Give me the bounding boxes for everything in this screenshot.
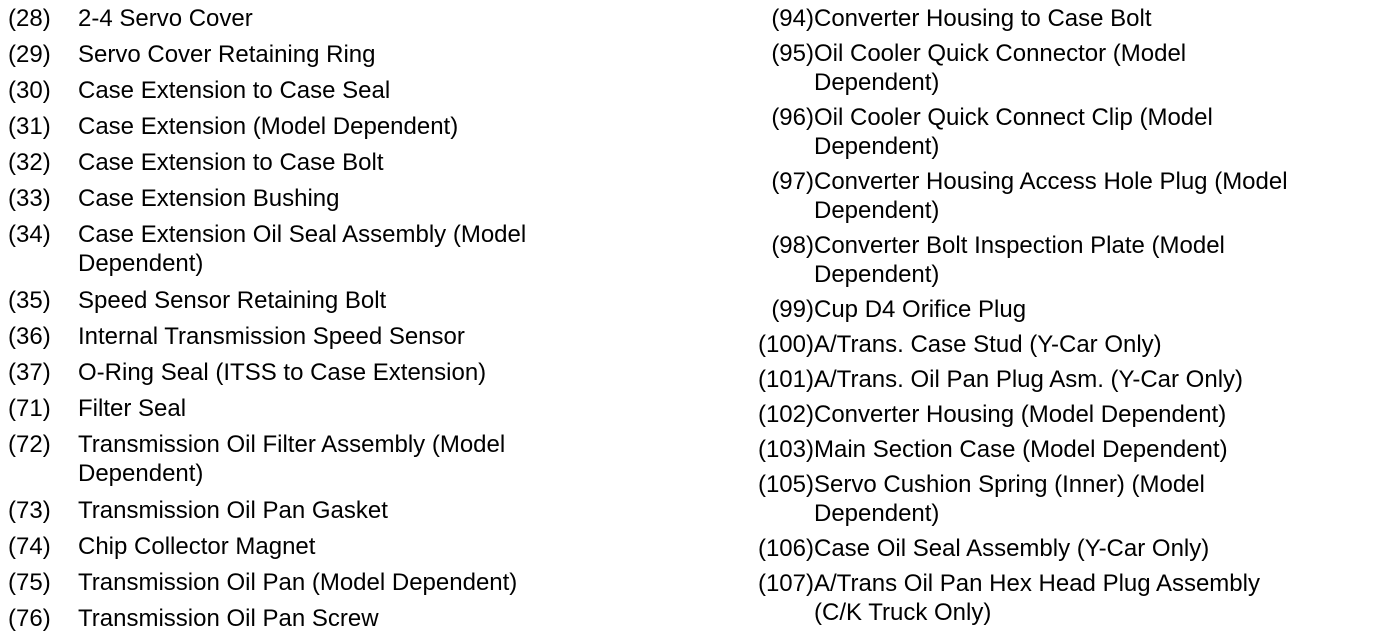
- item-description: Transmission Oil Filter Assembly (Model Dependent): [78, 431, 506, 487]
- legend-item: [730, 167, 1370, 231]
- legend-item: [730, 534, 1370, 569]
- legend-item: [8, 394, 648, 430]
- item-description: Case Extension Oil Seal Assembly (Model Dependent): [78, 221, 527, 277]
- legend-item: [8, 4, 648, 40]
- legend-item: [8, 286, 648, 322]
- legend-item: [730, 435, 1370, 470]
- legend-item: [8, 40, 648, 76]
- item-description: O-Ring Seal (ITSS to Case Extension): [78, 359, 487, 386]
- item-number: (72): [8, 431, 51, 458]
- item-description: Case Oil Seal Assembly (Y-Car Only): [814, 535, 1210, 562]
- legend-item: [730, 4, 1370, 39]
- item-description: Filter Seal: [78, 395, 187, 422]
- item-number: (28): [8, 5, 51, 32]
- item-description: Case Extension (Model Dependent): [78, 113, 459, 140]
- item-description: Transmission Oil Pan (Model Dependent): [78, 569, 518, 596]
- item-description: Transmission Oil Pan Gasket: [78, 497, 388, 524]
- item-description: A/Trans Oil Pan Hex Head Plug Assembly (C/K Truck Only): [814, 570, 1260, 626]
- legend-item: [8, 76, 648, 112]
- legend-item: [8, 604, 648, 640]
- legend-item: [8, 358, 648, 394]
- legend-item: [730, 400, 1370, 435]
- item-number: (97): [771, 168, 814, 195]
- legend-item: [8, 568, 648, 604]
- item-number: (105): [757, 471, 814, 498]
- item-number: (32): [8, 149, 51, 176]
- legend-item: [730, 231, 1370, 295]
- legend-item: [8, 112, 648, 148]
- item-number: (98): [771, 232, 814, 259]
- item-number: (102): [757, 401, 814, 428]
- item-number: (103): [757, 436, 814, 463]
- item-number: (71): [8, 395, 51, 422]
- item-description: Internal Transmission Speed Sensor: [78, 323, 465, 350]
- legend-item: [8, 496, 648, 532]
- item-number: (95): [771, 40, 814, 67]
- item-description: Converter Housing (Model Dependent): [814, 401, 1227, 428]
- item-description: A/Trans. Case Stud (Y-Car Only): [814, 331, 1162, 358]
- legend-item: [8, 220, 648, 286]
- item-number: (73): [8, 497, 51, 524]
- item-number: (76): [8, 605, 51, 632]
- legend-item: [730, 569, 1370, 633]
- item-description: Oil Cooler Quick Connector (Model Dependent): [814, 40, 1187, 96]
- item-number: (36): [8, 323, 51, 350]
- legend-item: [730, 39, 1370, 103]
- item-description: Speed Sensor Retaining Bolt: [78, 287, 387, 314]
- item-description: Converter Housing Access Hole Plug (Model Dependent): [814, 168, 1288, 224]
- legend-item: [8, 430, 648, 496]
- item-number: (74): [8, 533, 51, 560]
- item-number: (75): [8, 569, 51, 596]
- item-description: A/Trans. Oil Pan Plug Asm. (Y-Car Only): [814, 366, 1244, 393]
- item-number: (106): [757, 535, 814, 562]
- item-description: Main Section Case (Model Dependent): [814, 436, 1228, 463]
- item-description: Oil Cooler Quick Connect Clip (Model Dependent): [814, 104, 1213, 160]
- parts-legend-left-column: [8, 4, 648, 640]
- item-description: Servo Cover Retaining Ring: [78, 41, 376, 68]
- item-description: Servo Cushion Spring (Inner) (Model Dependent): [814, 471, 1205, 527]
- item-number: (29): [8, 41, 51, 68]
- item-description: Converter Housing to Case Bolt: [814, 5, 1152, 32]
- item-description: Chip Collector Magnet: [78, 533, 316, 560]
- item-number: (96): [771, 104, 814, 131]
- legend-item: [730, 103, 1370, 167]
- legend-item: [8, 322, 648, 358]
- legend-item: [8, 532, 648, 568]
- legend-item: [730, 365, 1370, 400]
- legend-item: [730, 330, 1370, 365]
- legend-item: [730, 470, 1370, 534]
- item-description: Case Extension Bushing: [78, 185, 340, 212]
- legend-item: [8, 184, 648, 220]
- item-description: Converter Bolt Inspection Plate (Model Dependent): [814, 232, 1225, 288]
- item-number: (34): [8, 221, 51, 248]
- item-number: (37): [8, 359, 51, 386]
- item-description: 2-4 Servo Cover: [78, 5, 253, 32]
- item-description: Transmission Oil Pan Screw: [78, 605, 379, 632]
- item-description: Cup D4 Orifice Plug: [814, 296, 1027, 323]
- item-number: (101): [757, 366, 814, 393]
- item-description: Case Extension to Case Seal: [78, 77, 391, 104]
- legend-item: [8, 148, 648, 184]
- parts-legend-right-column: [730, 4, 1370, 633]
- item-description: Case Extension to Case Bolt: [78, 149, 384, 176]
- item-number: (30): [8, 77, 51, 104]
- item-number: (33): [8, 185, 51, 212]
- item-number: (99): [771, 296, 814, 323]
- legend-item: [730, 295, 1370, 330]
- item-number: (35): [8, 287, 51, 314]
- item-number: (94): [771, 5, 814, 32]
- item-number: (107): [757, 570, 814, 597]
- item-number: (31): [8, 113, 51, 140]
- item-number: (100): [757, 331, 814, 358]
